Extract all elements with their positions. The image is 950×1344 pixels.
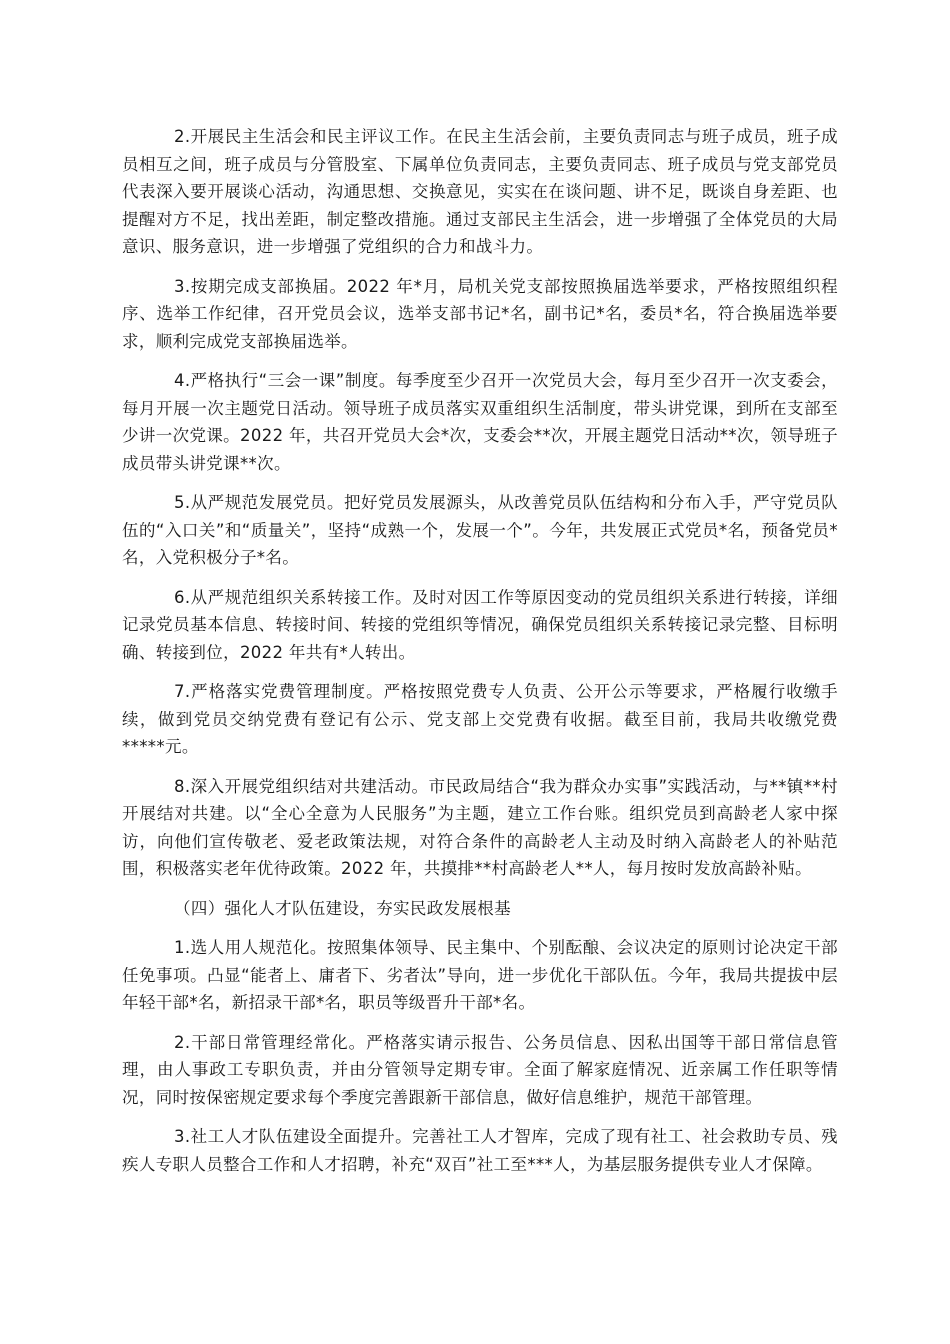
paragraph-three-meetings: 4.严格执行“三会一课”制度。每季度至少召开一次党员大会，每月至少召开一次支委会，每月开展一次主题党日活动。领导班子成员落实双重组织生活制度，带头讲党课，到所在支部至少讲一次党课。2022 年，共召开党员大会*次，支委会**次，开展主题党日活动**次，领导班子成员带头讲党课**次。 <box>122 371 838 473</box>
paragraph-branch-election: 3.按期完成支部换届。2022 年*月，局机关党支部按照换届选举要求，严格按照组织程序、选举工作纪律，召开党员会议，选举支部书记*名，副书记*名，委员*名，符合换届选举要求，顺利完成党支部换届选举。 <box>122 276 838 351</box>
paragraph-personnel-selection: 1.选人用人规范化。按照集体领导、民主集中、个别酝酿、会议决定的原则讨论决定干部任免事项。凸显“能者上、庸者下、劣者汰”导向，进一步优化干部队伍。今年，我局共提拔中层年轻干部*名，新招录干部*名，职员等级晋升干部*名。 <box>122 938 838 1012</box>
paragraph-pairing-activity: 8.深入开展党组织结对共建活动。市民政局结合“我为群众办实事”实践活动，与**镇**村开展结对共建。以“全心全意为人民服务”为主题，建立工作台账。组织党员到高龄老人家中探访，向他们宣传敬老、爱老政策法规，对符合条件的高龄老人主动及时纳入高龄老人的补贴范围，积极落实老年优待政策。2022 年，共摸排**村高龄老人**人，每月按时发放高龄补贴。 <box>122 776 838 878</box>
document-body <box>122 123 838 1190</box>
paragraph-cadre-management: 2.干部日常管理经常化。严格落实请示报告、公务员信息、因私出国等干部日常信息管理，由人事政工专职负责，并由分管领导定期专审。全面了解家庭情况、近亲属工作任职等情况，同时按保密规定要求每个季度完善跟新干部信息，做好信息维护，规范干部管理。 <box>122 1032 838 1107</box>
paragraph-party-dues: 7.严格落实党费管理制度。严格按照党费专人负责、公开公示等要求，严格履行收缴手续，做到党员交纳党费有登记有公示、党支部上交党费有收据。截至目前，我局共收缴党费*****元。 <box>122 682 838 756</box>
paragraph-democratic-life: 2.开展民主生活会和民主评议工作。在民主生活会前，主要负责同志与班子成员，班子成员相互之间，班子成员与分管股室、下属单位负责同志，主要负责同志、班子成员与党支部党员代表深入要开展谈心活动，沟通思想、交换意见，实实在在谈问题、讲不足，既谈自身差距、也提醒对方不足，找出差距，制定整改措施。通过支部民主生活会，进一步增强了全体党员的大局意识、服务意识，进一步增强了党组织的合力和战斗力。 <box>122 127 838 256</box>
paragraph-membership-transfer: 6.从严规范组织关系转接工作。及时对因工作等原因变动的党员组织关系进行转接，详细记录党员基本信息、转接时间、转接的党组织等情况，确保党员组织关系转接记录完整、目标明确、转接到位，2022 年共有*人转出。 <box>122 587 838 662</box>
paragraph-social-workers: 3.社工人才队伍建设全面提升。完善社工人才智库，完成了现有社工、社会救助专员、残疾人专职人员整合工作和人才招聘，补充“双百”社工至***人，为基层服务提供专业人才保障。 <box>122 1127 838 1174</box>
paragraph-party-development: 5.从严规范发展党员。把好党员发展源头，从改善党员队伍结构和分布入手，严守党员队伍的“入口关”和“质量关”，坚持“成熟一个，发展一个”。今年，共发展正式党员*名，预备党员*名，入党积极分子*名。 <box>122 493 838 567</box>
section-heading: （四）强化人才队伍建设，夯实民政发展根基 <box>174 898 511 918</box>
